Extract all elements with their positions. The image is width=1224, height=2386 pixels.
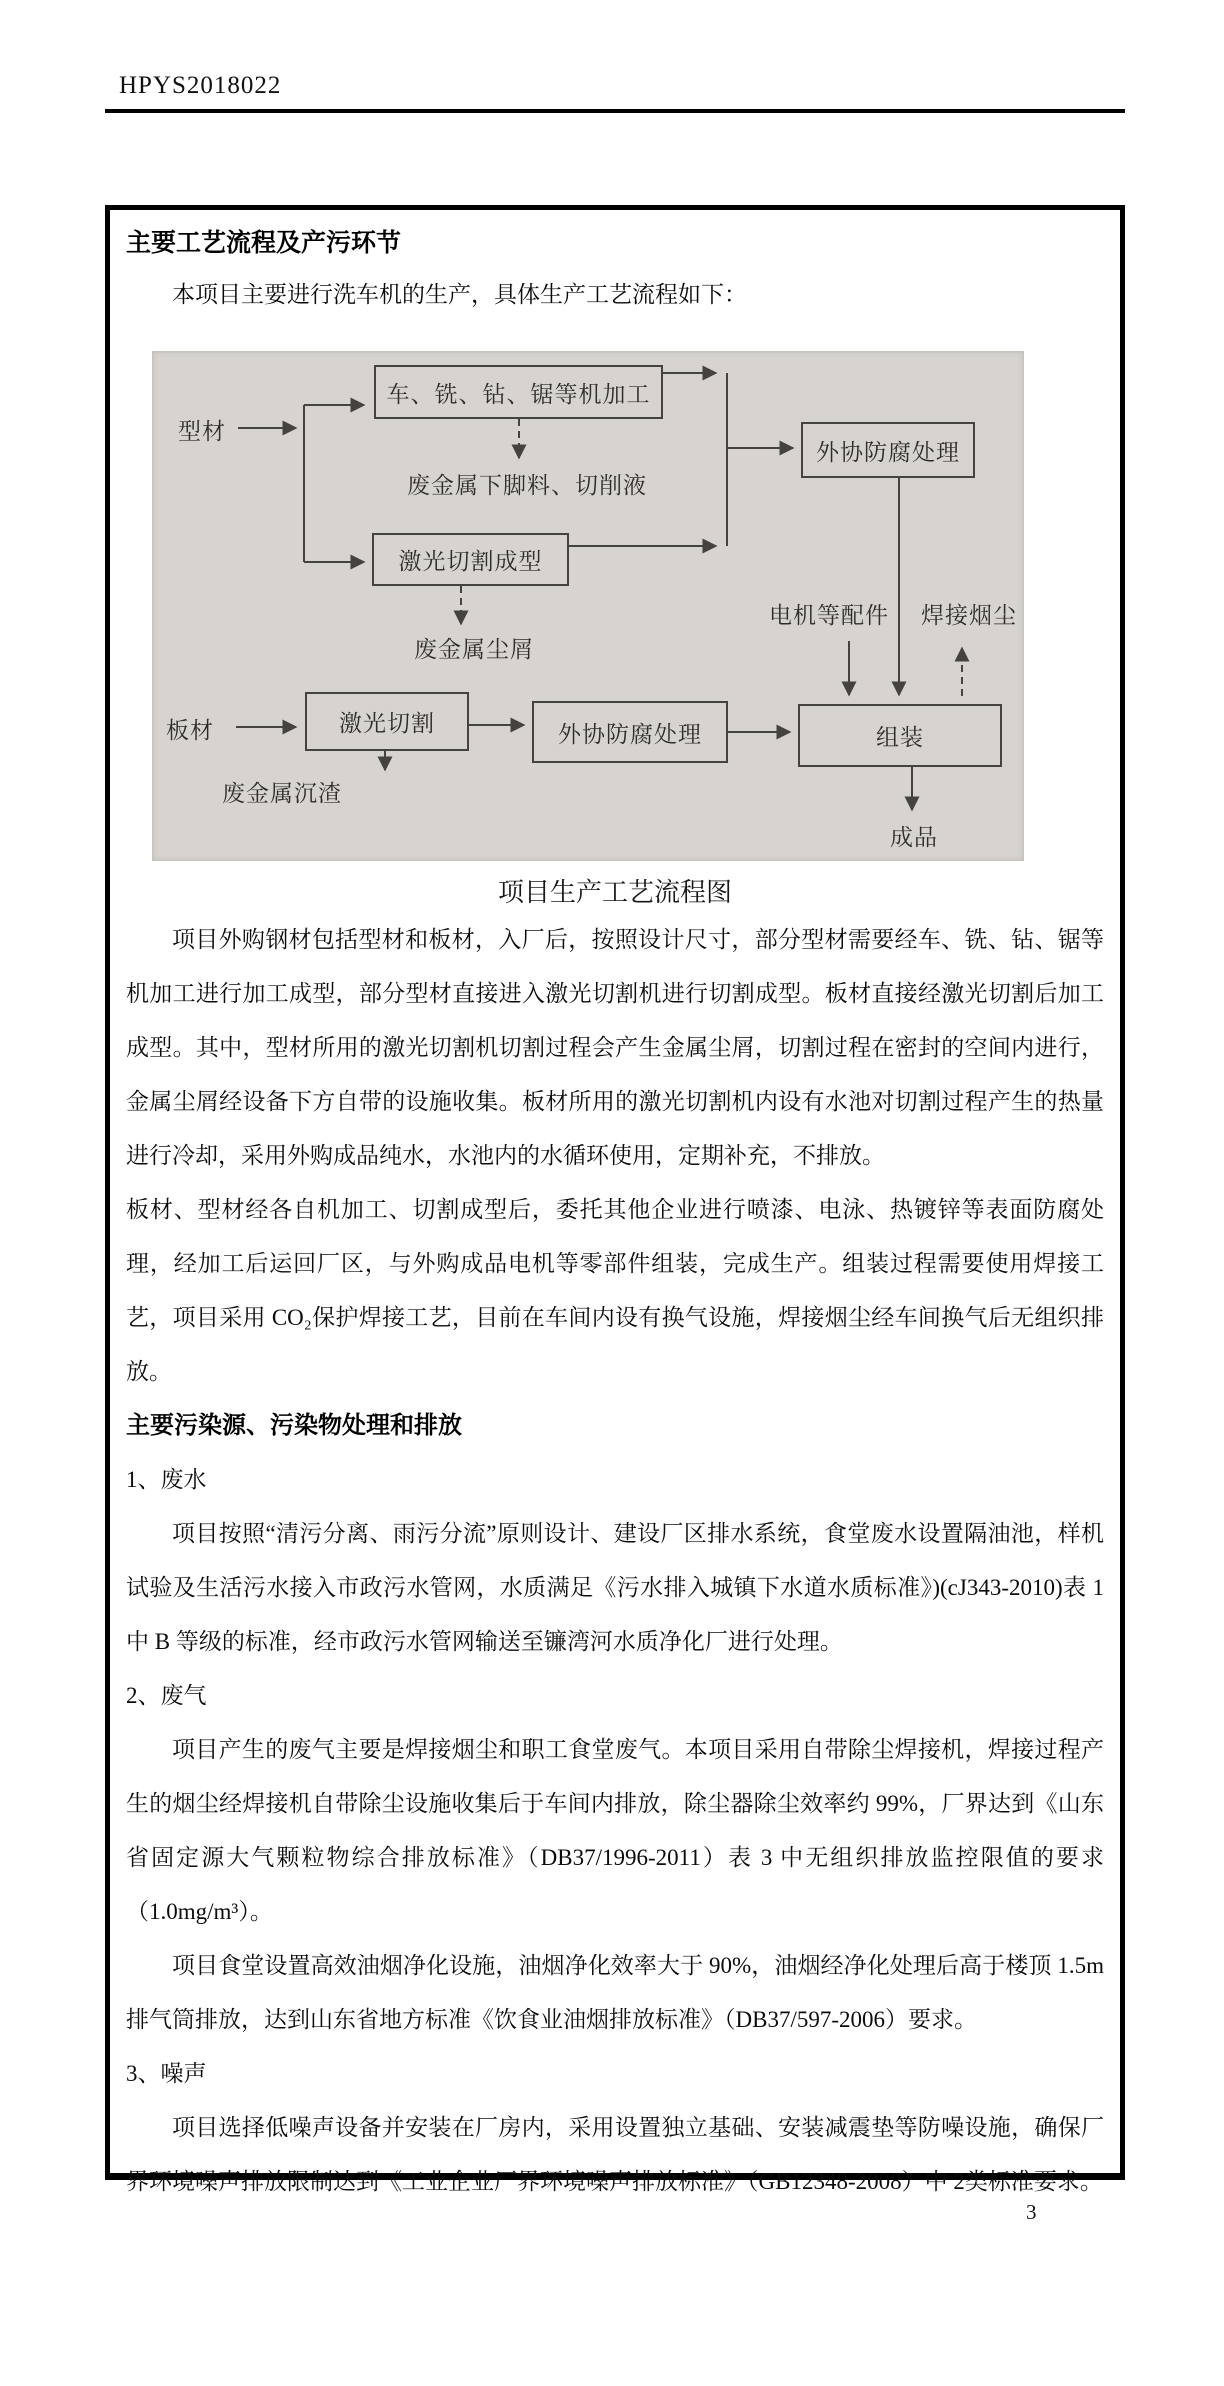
flowchart-waste-scrap-label: 废金属下脚料、切削液 (407, 473, 647, 498)
flowchart-input-profile-label: 型材 (178, 419, 226, 444)
flowchart-motor-parts-label: 电机等配件 (769, 603, 889, 628)
flowchart-product-label: 成品 (890, 825, 938, 850)
process-intro-paragraph: 本项目主要进行洗车机的生产，具体生产工艺流程如下： (172, 282, 747, 307)
flowchart-box-machining: 车、铣、钻、锯等机加工 (374, 365, 663, 419)
flowchart-caption: 项目生产工艺流程图 (497, 878, 732, 907)
pollution-item-label-noise: 3、噪声 (126, 2061, 207, 2086)
pollution-paragraph-wastegas-canteen: 项目食堂设置高效油烟净化设施，油烟净化效率大于 90%，油烟经净化处理后高于楼顶 1.5m排气筒排放，达到山东省地方标准《饮食业油烟排放标准》（DB37/597-2006）要求。 (126, 1953, 1104, 2032)
header-rule (105, 109, 1125, 113)
pollution-item-label-wastegas: 2、废气 (126, 1683, 207, 1708)
page-number: 3 (1026, 2200, 1037, 2224)
pollution-paragraph-wastegas-welding: 项目产生的废气主要是焊接烟尘和职工食堂废气。本项目采用自带除尘焊接机，焊接过程产生的烟尘经焊接机自带除尘设施收集后于车间内排放，除尘器除尘效率约 99%，厂界达到《山东省固定源大气颗粒物综合排放标准》（DB37/1996-2011）表 3 中无组织排放监控限值的要求（1.0mg/m³）。 (126, 1737, 1104, 1924)
flowchart-box-anticorrosion-top: 外协防腐处理 (801, 422, 975, 478)
pollution-item-label-wastewater: 1、废水 (126, 1467, 207, 1492)
process-paragraph: 项目外购钢材包括型材和板材，入厂后，按照设计尺寸，部分型材需要经车、铣、钻、锯等机加工进行加工成型，部分型材直接进入激光切割机进行切割成型。板材直接经激光切割后加工成型。其中，型材所用的激光切割机切割过程会产生金属尘屑，切割过程在密封的空间内进行，金属尘屑经设备下方自带的设施收集。板材所用的激光切割机内设有水池对切割过程产生的热量进行冷却，采用外购成品纯水，水池内的水循环使用，定期补充，不排放。 (126, 927, 1104, 1168)
report-code: HPYS2018022 (119, 72, 282, 99)
process-paragraph: 板材、型材经各自机加工、切割成型后，委托其他企业进行喷漆、电泳、热镀锌等表面防腐处理，经加工后运回厂区，与外购成品电机等零部件组装，完成生产。组装过程需要使用焊接工艺，项目采用 CO₂保护焊接工艺，目前在车间内设有换气设施，焊接烟尘经车间换气后无组织排放。 (126, 1197, 1104, 1384)
flowchart-waste-dust-label: 废金属尘屑 (414, 637, 534, 662)
content-border-box (105, 205, 1125, 2194)
flowchart-box-assembly: 组装 (798, 704, 1002, 767)
flowchart-welding-fume-label: 焊接烟尘 (921, 603, 1017, 628)
flowchart-box-anticorrosion-bottom: 外协防腐处理 (532, 701, 728, 763)
process-section-title: 主要工艺流程及产污环节 (126, 230, 402, 257)
pollution-paragraph-wastewater: 项目按照“清污分离、雨污分流”原则设计、建设厂区排水系统，食堂废水设置隔油池，样机试验及生活污水接入市政污水管网，水质满足《污水排入城镇下水道水质标准》)(cJ343-2010)表 1 中 B 等级的标准，经市政污水管网输送至镰湾河水质净化厂进行处理。 (126, 1521, 1104, 1654)
flowchart-box-laser-cutting: 激光切割 (305, 692, 469, 751)
production-flowchart (152, 351, 1024, 861)
pollution-paragraph-noise: 项目选择低噪声设备并安装在厂房内，采用设置独立基础、安装减震垫等防噪设施，确保厂界环境噪声排放限制达到《工业企业厂界环境噪声排放标准》（GB12348-2008）中 2类标准要求。 (126, 2115, 1104, 2194)
flowchart-input-sheet-label: 板材 (166, 718, 214, 743)
flowchart-box-laser-forming: 激光切割成型 (372, 533, 569, 586)
pollution-section-title: 主要污染源、污染物处理和排放 (126, 1413, 462, 1439)
flowchart-waste-sediment-label: 废金属沉渣 (222, 781, 342, 806)
